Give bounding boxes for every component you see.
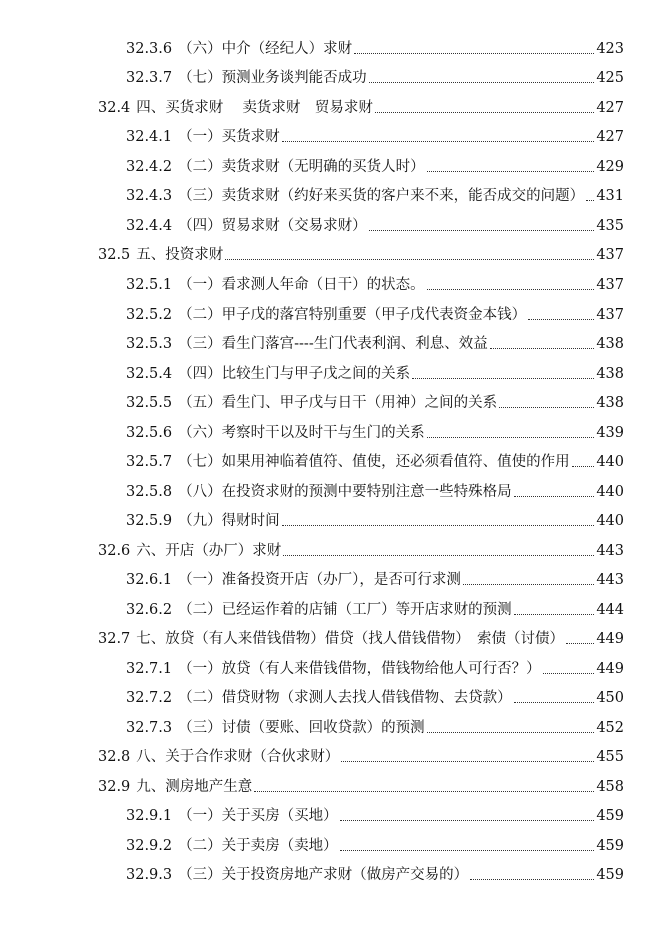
section-title: 九、测房地产生意 <box>136 779 253 795</box>
page-number: 429 <box>596 159 624 175</box>
dot-leader <box>354 53 594 54</box>
section-number: 32.5.9 <box>126 513 173 529</box>
section-number: 32.5.1 <box>126 277 173 293</box>
dot-leader <box>340 850 595 851</box>
dot-leader <box>514 702 595 703</box>
dot-leader <box>369 230 595 231</box>
dot-leader <box>427 437 595 438</box>
toc-entry[interactable] <box>98 772 624 796</box>
page-number: 438 <box>596 336 624 352</box>
section-title: （二）甲子戊的落宫特别重要（甲子戊代表资金本钱） <box>178 307 527 323</box>
section-number: 32.9 <box>98 779 131 795</box>
section-title: （八）在投资求财的预测中要特别注意一些特殊格局 <box>178 484 512 500</box>
dot-leader <box>427 732 595 733</box>
dot-leader <box>225 259 594 260</box>
section-title: （二）已经运作着的店铺（工厂）等开店求财的预测 <box>178 602 512 618</box>
section-number: 32.6 <box>98 543 131 559</box>
section-number: 32.9.3 <box>126 867 173 883</box>
section-number: 32.5.5 <box>126 395 173 411</box>
toc-entry[interactable] <box>98 742 624 766</box>
section-number: 32.5.3 <box>126 336 173 352</box>
section-title: （一）看求测人年命（日干）的状态。 <box>178 277 425 293</box>
section-number: 32.4.1 <box>126 129 173 145</box>
dot-leader <box>566 643 594 644</box>
section-number: 32.5.4 <box>126 366 173 382</box>
dot-leader <box>490 348 595 349</box>
toc-entry[interactable] <box>126 270 624 294</box>
section-number: 32.9.2 <box>126 838 173 854</box>
toc-entry[interactable] <box>126 181 624 205</box>
toc-entry[interactable] <box>126 300 624 324</box>
dot-leader <box>499 407 594 408</box>
page-number: 449 <box>596 631 624 647</box>
dot-leader <box>254 791 594 792</box>
section-number: 32.8 <box>98 749 131 765</box>
page-number: 458 <box>596 779 624 795</box>
section-number: 32.7.3 <box>126 720 173 736</box>
toc-entry[interactable] <box>98 536 624 560</box>
page-number: 425 <box>596 70 624 86</box>
page-number: 423 <box>596 41 624 57</box>
dot-leader <box>543 673 595 674</box>
section-title: 六、开店（办厂）求财 <box>136 543 282 559</box>
page-number: 449 <box>596 661 624 677</box>
toc-entry[interactable] <box>126 329 624 353</box>
page-number: 459 <box>596 808 624 824</box>
toc-entry[interactable] <box>126 860 624 884</box>
page-number: 438 <box>596 366 624 382</box>
section-title: （三）讨债（要账、回收贷款）的预测 <box>178 720 425 736</box>
section-number: 32.5.8 <box>126 484 173 500</box>
page-number: 455 <box>596 749 624 765</box>
section-number: 32.5 <box>98 247 131 263</box>
section-number: 32.3.7 <box>126 70 173 86</box>
section-title: （二）关于卖房（卖地） <box>178 838 338 854</box>
section-title: （三）卖货求财（约好来买货的客户来不来，能否成交的问题） <box>178 188 585 204</box>
dot-leader <box>375 112 594 113</box>
section-number: 32.6.2 <box>126 602 173 618</box>
page-number: 444 <box>596 602 624 618</box>
section-title: （六）考察时干以及时干与生门的关系 <box>178 425 425 441</box>
dot-leader <box>514 496 595 497</box>
section-number: 32.7.1 <box>126 661 173 677</box>
dot-leader <box>514 614 595 615</box>
toc-entry[interactable] <box>126 477 624 501</box>
toc-entry[interactable] <box>126 801 624 825</box>
toc-entry[interactable] <box>126 447 624 471</box>
section-title: （二）借贷财物（求测人去找人借钱借物、去贷款） <box>178 690 512 706</box>
dot-leader <box>470 879 594 880</box>
dot-leader <box>412 378 594 379</box>
dot-leader <box>427 289 595 290</box>
section-title: （一）放贷（有人来借钱借物，借钱物给他人可行否？） <box>178 661 541 677</box>
section-title: （九）得财时间 <box>178 513 280 529</box>
dot-leader <box>369 82 595 83</box>
page-number: 438 <box>596 395 624 411</box>
toc-entry[interactable] <box>126 683 624 707</box>
toc-entry[interactable] <box>126 388 624 412</box>
toc-entry[interactable] <box>126 595 624 619</box>
section-number: 32.5.7 <box>126 454 173 470</box>
section-number: 32.7 <box>98 631 131 647</box>
section-title: （四）比较生门与甲子戊之间的关系 <box>178 366 411 382</box>
toc-entry[interactable] <box>98 93 624 117</box>
dot-leader <box>341 761 594 762</box>
page-number: 437 <box>596 307 624 323</box>
section-title: 八、关于合作求财（合伙求财） <box>136 749 340 765</box>
section-number: 32.4 <box>98 100 131 116</box>
page-number: 439 <box>596 425 624 441</box>
section-title: （七）如果用神临着值符、值使，还必须看值符、值使的作用 <box>178 454 570 470</box>
section-title: （七）预测业务谈判能否成功 <box>178 70 367 86</box>
page-number: 440 <box>596 513 624 529</box>
page-number: 440 <box>596 454 624 470</box>
section-title: （四）贸易求财（交易求财） <box>178 218 367 234</box>
section-title: （一）买货求财 <box>178 129 280 145</box>
page-number: 452 <box>596 720 624 736</box>
toc-entry[interactable] <box>126 34 624 58</box>
section-number: 32.9.1 <box>126 808 173 824</box>
toc-entry[interactable] <box>126 713 624 737</box>
toc-entry[interactable] <box>126 654 624 678</box>
section-number: 32.7.2 <box>126 690 173 706</box>
section-number: 32.4.2 <box>126 159 173 175</box>
page-number: 459 <box>596 867 624 883</box>
dot-leader <box>528 319 594 320</box>
page-number: 450 <box>596 690 624 706</box>
toc-entry[interactable] <box>126 63 624 87</box>
dot-leader <box>283 555 594 556</box>
section-number: 32.5.6 <box>126 425 173 441</box>
dot-leader <box>586 200 594 201</box>
section-title: 七、放贷（有人来借钱借物）借贷（找人借钱借物） 索债（讨债） <box>136 631 565 647</box>
section-title: （五）看生门、甲子戊与日干（用神）之间的关系 <box>178 395 498 411</box>
toc-entry[interactable] <box>98 240 624 264</box>
page-number: 431 <box>596 188 624 204</box>
page-number: 427 <box>596 100 624 116</box>
toc-entry[interactable] <box>126 122 624 146</box>
section-title: （一）准备投资开店（办厂），是否可行求测 <box>178 572 461 588</box>
section-number: 32.6.1 <box>126 572 173 588</box>
page-number: 435 <box>596 218 624 234</box>
section-number: 32.5.2 <box>126 307 173 323</box>
page-number: 437 <box>596 247 624 263</box>
toc-entry[interactable] <box>126 211 624 235</box>
toc-entry[interactable] <box>126 506 624 530</box>
dot-leader <box>340 820 595 821</box>
page-number: 443 <box>596 572 624 588</box>
dot-leader <box>282 141 595 142</box>
section-number: 32.3.6 <box>126 41 173 57</box>
dot-leader <box>463 584 594 585</box>
toc-entry[interactable] <box>126 831 624 855</box>
page-number: 443 <box>596 543 624 559</box>
dot-leader <box>282 525 595 526</box>
toc-entry[interactable] <box>98 624 624 648</box>
page-number: 440 <box>596 484 624 500</box>
toc-entry[interactable] <box>126 152 624 176</box>
section-title: （三）看生门落宫----生门代表利润、利息、效益 <box>178 336 488 352</box>
toc-entry[interactable] <box>126 565 624 589</box>
page-number: 459 <box>596 838 624 854</box>
section-number: 32.4.4 <box>126 218 173 234</box>
dot-leader <box>427 171 595 172</box>
section-title: （二）卖货求财（无明确的买货人时） <box>178 159 425 175</box>
section-title: 五、投资求财 <box>136 247 224 263</box>
section-title: 四、买货求财 卖货求财 贸易求财 <box>136 100 373 116</box>
page-number: 427 <box>596 129 624 145</box>
section-title: （一）关于买房（买地） <box>178 808 338 824</box>
section-number: 32.4.3 <box>126 188 173 204</box>
section-title: （六）中介（经纪人）求财 <box>178 41 353 57</box>
section-title: （三）关于投资房地产求财（做房产交易的） <box>178 867 469 883</box>
toc-entry[interactable] <box>126 359 624 383</box>
page-number: 437 <box>596 277 624 293</box>
toc-entry[interactable] <box>126 418 624 442</box>
dot-leader <box>572 466 595 467</box>
